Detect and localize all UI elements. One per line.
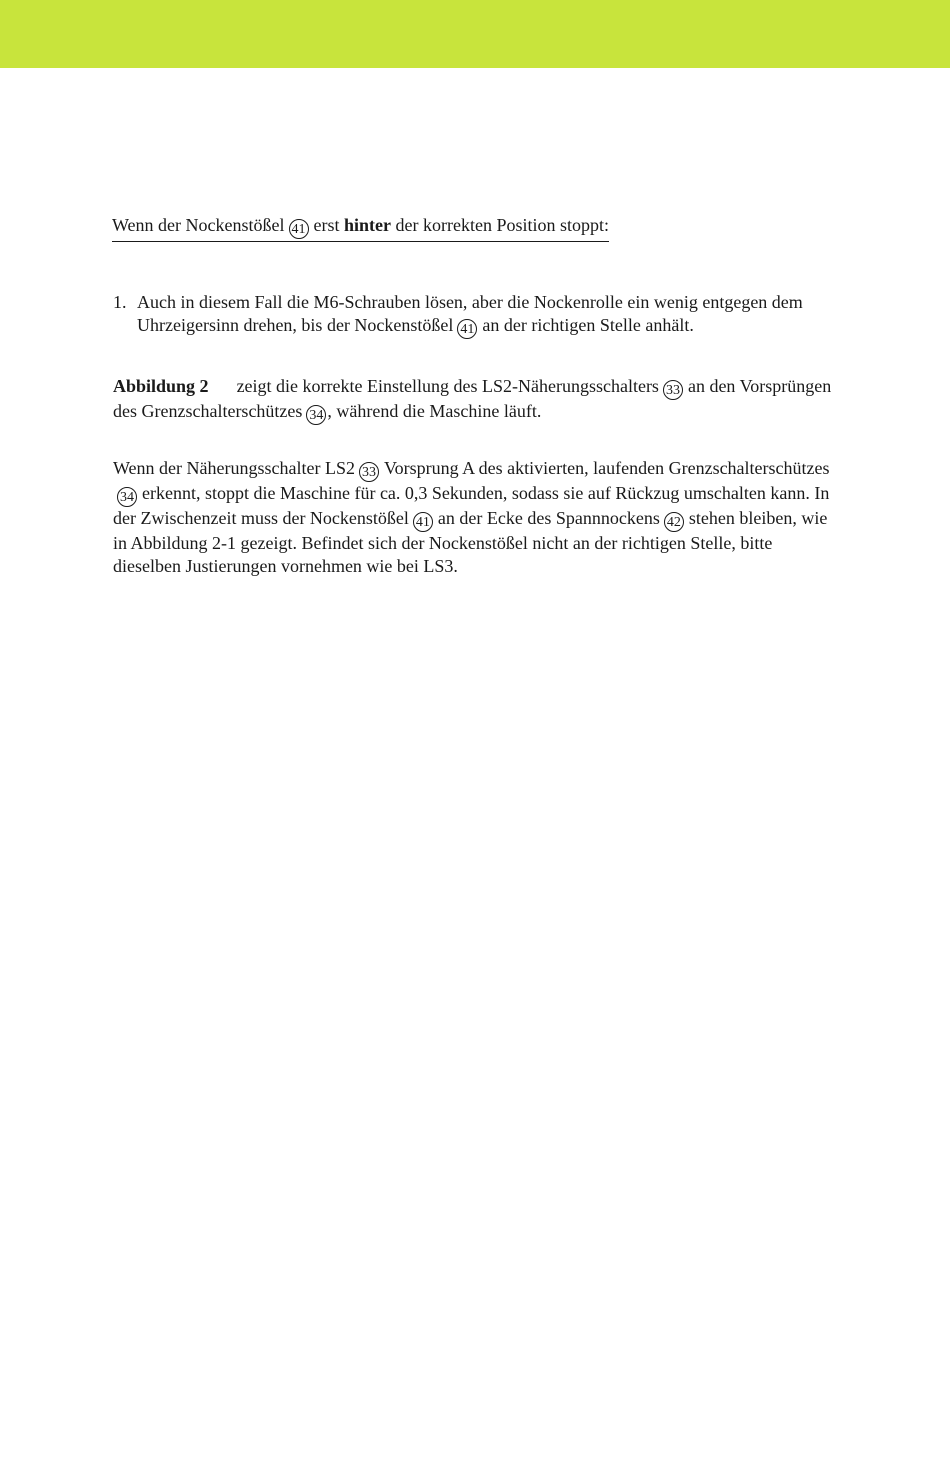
para1-text-3: , während die Maschine läuft. <box>327 401 542 421</box>
para1-text-2: an den Vorsprüngen des Grenzschalterschützes <box>113 376 832 421</box>
body-paragraph <box>113 457 843 578</box>
list-text-1: Auch in diesem Fall die M6-Schrauben lösen, aber die Nockenrolle ein wenig entgegen dem Uhrzeigersinn drehen, bis der Nockenstößel <box>137 292 803 335</box>
reference-number: 34 <box>117 487 137 507</box>
list-item <box>113 291 848 339</box>
reference-number: 33 <box>359 462 379 482</box>
para2-text-3: erkennt, stoppt die Maschine für ca. 0,3 Sekunden, sodass sie auf Rückzug umschalten kann. In der Zwischenzeit muss der Nockenstößel <box>113 483 830 528</box>
list-number: 1. <box>113 292 127 312</box>
section-heading <box>112 214 609 242</box>
para2-text-4: an der Ecke des Spannnockens <box>437 508 660 528</box>
reference-number: 41 <box>413 512 433 532</box>
reference-number: 41 <box>289 219 309 239</box>
list-text <box>137 291 848 339</box>
para2-text-1: Wenn der Näherungsschalter LS2 <box>113 458 355 478</box>
heading-text-1: Wenn der Nockenstößel <box>112 215 285 235</box>
heading-text-3: der korrekten Position stoppt: <box>395 215 609 235</box>
reference-number: 33 <box>663 380 683 400</box>
para2-text-2: Vorsprung A des aktivierten, laufenden Grenzschalterschützes <box>383 458 830 478</box>
list-text-2: an der richtigen Stelle anhält. <box>482 315 694 335</box>
reference-number: 42 <box>664 512 684 532</box>
top-color-bar <box>0 0 950 68</box>
figure-reference: Abbildung 2 <box>113 376 209 396</box>
reference-number: 41 <box>457 319 477 339</box>
para1-text-1: zeigt die korrekte Einstellung des LS2-Näherungsschalters <box>236 376 659 396</box>
para2-text-5: stehen bleiben, wie in Abbildung 2-1 gezeigt. Befindet sich der Nockenstößel nicht an der richtigen Stelle, bitte dieselben Justierungen vornehmen wie bei LS3. <box>113 508 828 576</box>
reference-number: 34 <box>306 405 326 425</box>
heading-bold-word: hinter <box>344 215 391 235</box>
heading-text-2: erst <box>313 215 340 235</box>
figure-paragraph <box>113 375 848 425</box>
